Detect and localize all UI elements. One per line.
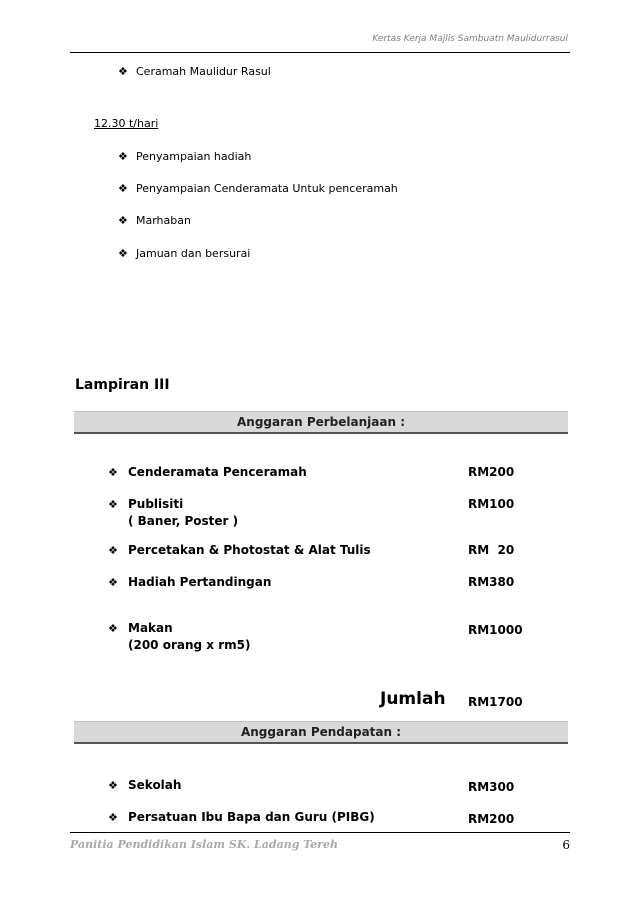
bullet-icon: ❖ <box>108 466 118 479</box>
expense-label: Publisiti <box>128 497 184 511</box>
header-rule <box>70 52 570 53</box>
total-label: Jumlah <box>380 689 446 709</box>
expense-amount: RM 20 <box>468 543 515 557</box>
expense-amount: RM1000 <box>468 623 523 637</box>
schedule-item <box>118 150 251 163</box>
expense-label: Cenderamata Penceramah <box>128 465 307 479</box>
section-title: Lampiran III <box>75 377 170 393</box>
income-heading-band <box>74 721 568 743</box>
income-label: Sekolah <box>128 778 182 792</box>
income-amount: RM300 <box>468 780 515 794</box>
page-number: 6 <box>562 838 570 852</box>
footer-rule <box>70 832 570 833</box>
bullet-icon: ❖ <box>118 65 128 78</box>
schedule-item <box>118 247 250 260</box>
expense-amount: RM100 <box>468 497 515 511</box>
schedule-item-text: Penyampaian Cenderamata Untuk penceramah <box>136 182 398 195</box>
footer-text: Panitia Pendidikan Islam SK. Ladang Tereh <box>70 838 338 851</box>
expense-item <box>108 465 307 479</box>
expense-label: Hadiah Pertandingan <box>128 575 272 589</box>
schedule-item-text: Marhaban <box>136 214 191 227</box>
expenses-heading: Anggaran Perbelanjaan : <box>236 415 405 429</box>
bullet-icon: ❖ <box>108 544 118 557</box>
income-item <box>108 810 375 824</box>
income-heading: Anggaran Pendapatan : <box>240 725 402 739</box>
bullet-icon: ❖ <box>108 498 118 511</box>
bullet-icon: ❖ <box>108 779 118 792</box>
expense-label: Makan <box>128 621 173 635</box>
bullet-icon: ❖ <box>118 214 128 227</box>
expense-item <box>108 497 183 511</box>
expense-sublabel: (200 orang x rm5) <box>128 638 251 652</box>
bullet-icon: ❖ <box>118 150 128 163</box>
schedule-time: 12.30 t/hari <box>94 117 159 130</box>
expense-item <box>108 575 271 589</box>
schedule-item-text: Jamuan dan bersurai <box>136 247 251 260</box>
bullet-icon: ❖ <box>108 811 118 824</box>
expense-item <box>108 543 371 557</box>
bullet-icon: ❖ <box>108 576 118 589</box>
expense-amount: RM380 <box>468 575 515 589</box>
schedule-item <box>118 182 398 195</box>
bullet-icon: ❖ <box>118 247 128 260</box>
bullet-icon: ❖ <box>108 622 118 635</box>
running-header: Kertas Kerja Majlis Sambuatn Maulidurrasul <box>372 34 568 44</box>
band-rule <box>74 432 568 434</box>
income-amount: RM200 <box>468 812 515 826</box>
band-rule <box>74 742 568 744</box>
total-amount: RM1700 <box>468 695 523 709</box>
income-label: Persatuan Ibu Bapa dan Guru (PIBG) <box>128 810 375 824</box>
expenses-heading-band <box>74 411 568 433</box>
expense-sublabel: ( Baner, Poster ) <box>128 514 239 528</box>
schedule-item-text: Ceramah Maulidur Rasul <box>136 65 271 78</box>
schedule-item <box>118 65 271 78</box>
schedule-item <box>118 214 191 227</box>
bullet-icon: ❖ <box>118 182 128 195</box>
expense-item <box>108 621 173 635</box>
expense-amount: RM200 <box>468 465 515 479</box>
income-item <box>108 778 181 792</box>
schedule-item-text: Penyampaian hadiah <box>136 150 252 163</box>
expense-label: Percetakan & Photostat & Alat Tulis <box>128 543 371 557</box>
